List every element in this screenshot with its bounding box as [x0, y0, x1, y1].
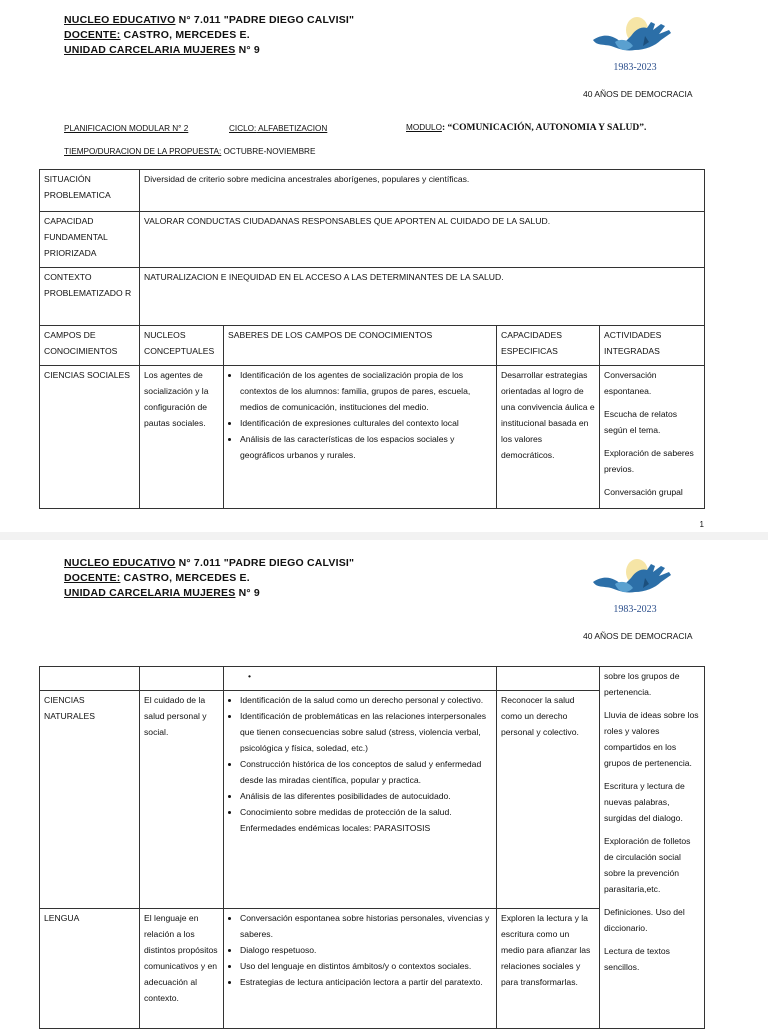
list-item: • Conversación espontanea sobre historias personales, vivencias y saberes.	[240, 910, 492, 942]
list-item: • Identificación de problemáticas en las relaciones interpersonales que tienen consecuencias sobre salud (stress, violencia verbal, psicológica y física, soledad, etc.)	[240, 708, 492, 756]
header-campos: CAMPOS DE CONOCIMIENTOS	[40, 326, 140, 366]
page-2	[0, 540, 768, 1024]
planning-table-1	[39, 169, 705, 509]
continuation-bullet: •	[224, 667, 497, 691]
header-capacidades: CAPACIDADES ESPECIFICAS	[497, 326, 600, 366]
list-item: Lectura de textos sencillos.	[604, 946, 670, 972]
capacidad-naturales: Reconocer la salud como un derecho personal y colectivo.	[497, 691, 600, 909]
planning-table-2	[39, 666, 705, 1029]
contexto-label: CONTEXTO PROBLEMATIZADO R	[40, 268, 140, 326]
nucleo-lengua: El lenguaje en relación a los distintos propósitos comunicativos y en adecuación al contexto.	[140, 909, 224, 1029]
capacidad-label: CAPACIDAD FUNDAMENTAL PRIORIZADA	[40, 212, 140, 268]
unit-line: UNIDAD CARCELARIA MUJERES N° 9	[64, 587, 260, 599]
list-item: Exploración de folletos de circulación social sobre la prevención parasitaria,etc.	[604, 836, 691, 894]
planificacion-label: PLANIFICACION MODULAR N° 2	[64, 124, 189, 133]
list-item: Exploración de saberes previos.	[604, 448, 694, 474]
header-saberes: SABERES DE LOS CAMPOS DE CONOCIMIENTOS	[224, 326, 497, 366]
democracy-logo	[585, 12, 685, 74]
list-item: Escritura y lectura de nuevas palabras, surgidas del dialogo.	[604, 781, 685, 823]
logo-text: 1983-2023	[613, 62, 657, 73]
ciclo-field: CICLO: ALFABETIZACION	[229, 124, 328, 133]
page-number: 1	[699, 520, 704, 529]
saberes-naturales	[224, 691, 497, 909]
situacion-value: Diversidad de criterio sobre medicina ancestrales aborígenes, populares y científicas.	[140, 170, 705, 212]
teacher-line: DOCENTE: CASTRO, MERCEDES E.	[64, 572, 250, 584]
campo-naturales: CIENCIAS NATURALES	[40, 691, 140, 909]
actividades-continuation	[600, 667, 705, 1029]
list-item: • Construcción histórica de los conceptos de salud y enfermedad desde las miradas científica, popular y practica.	[240, 756, 492, 788]
campo-sociales: CIENCIAS SOCIALES	[40, 366, 140, 509]
nucleo-sociales: Los agentes de socialización y la configuración de pautas sociales.	[140, 366, 224, 509]
democracy-logo	[585, 554, 685, 616]
list-item: Lluvia de ideas sobre los roles y valores compartidos en los grupos de pertenencia.	[604, 710, 699, 768]
saberes-lengua	[224, 909, 497, 1029]
teacher-line: DOCENTE: CASTRO, MERCEDES E.	[64, 29, 250, 41]
contexto-value: NATURALIZACION E INEQUIDAD EN EL ACCESO A LAS DETERMINANTES DE LA SALUD.	[140, 268, 705, 326]
page-separator	[0, 532, 768, 540]
logo-text: 1983-2023	[613, 604, 657, 615]
situacion-row	[40, 170, 705, 212]
campo-lengua: LENGUA	[40, 909, 140, 1029]
list-item: • Análisis de las características de los espacios sociales y geográficos urbanos y rurales.	[240, 431, 492, 463]
list-item: • Uso del lenguaje en distintos ámbitos/y o contextos sociales.	[240, 958, 492, 974]
capacidad-row	[40, 212, 705, 268]
capacidad-value: VALORAR CONDUCTAS CIUDADANAS RESPONSABLES QUE APORTEN AL CUIDADO DE LA SALUD.	[140, 212, 705, 268]
tiempo-field: TIEMPO/DURACION DE LA PROPUESTA: OCTUBRE-NOVIEMBRE	[64, 147, 316, 156]
empty-cell	[40, 667, 140, 691]
anniversary-caption: 40 AÑOS DE DEMOCRACIA	[583, 89, 693, 99]
column-header-row	[40, 326, 705, 366]
situacion-label: SITUACIÓN PROBLEMATICA	[40, 170, 140, 212]
unit-line: UNIDAD CARCELARIA MUJERES N° 9	[64, 44, 260, 56]
list-item: • Identificación de la salud como un derecho personal y colectivo.	[240, 692, 492, 708]
list-item: Definiciones. Uso del diccionario.	[604, 907, 685, 933]
empty-cell	[140, 667, 224, 691]
list-item: Conversación grupal	[604, 487, 683, 497]
actividades-sociales	[600, 366, 705, 509]
contexto-row	[40, 268, 705, 326]
header-nucleos: NUCLEOS CONCEPTUALES	[140, 326, 224, 366]
list-item: • Análisis de las diferentes posibilidades de autocuidado.	[240, 788, 492, 804]
list-item: • Identificación de expresiones culturales del contexto local	[240, 415, 492, 431]
school-header	[64, 556, 354, 601]
list-item: Conversación espontanea.	[604, 370, 657, 396]
school-header	[64, 13, 354, 58]
modulo-field: MODULO: “COMUNICACIÓN, AUTONOMIA Y SALUD”.	[406, 123, 647, 133]
list-item: • Conocimiento sobre medidas de protección de la salud. Enfermedades endémicas locales: PARASITOSIS	[240, 804, 492, 836]
list-item: • Dialogo respetuoso.	[240, 942, 492, 958]
nucleo-naturales: El cuidado de la salud personal y social.	[140, 691, 224, 909]
header-actividades: ACTIVIDADES INTEGRADAS	[600, 326, 705, 366]
anniversary-caption: 40 AÑOS DE DEMOCRACIA	[583, 631, 693, 641]
list-item: • Estrategias de lectura anticipación lectora a partir del paratexto.	[240, 974, 492, 990]
list-item: Escucha de relatos según el tema.	[604, 409, 678, 435]
empty-cell	[497, 667, 600, 691]
saberes-sociales	[224, 366, 497, 509]
school-name-line: NUCLEO EDUCATIVO N° 7.011 "PADRE DIEGO CALVISI"	[64, 14, 355, 26]
capacidad-sociales: Desarrollar estrategias orientadas al logro de una convivencia áulica e institucional basada en los valores democráticos.	[497, 366, 600, 509]
table-row	[40, 366, 705, 509]
continuation-row	[40, 667, 705, 691]
list-item: sobre los grupos de pertenencia.	[604, 671, 680, 697]
capacidad-lengua: Exploren la lectura y la escritura como un medio para afianzar las relaciones sociales y para transformarlas.	[497, 909, 600, 1029]
school-name-line: NUCLEO EDUCATIVO N° 7.011 "PADRE DIEGO CALVISI"	[64, 557, 355, 569]
list-item: • Identificación de los agentes de socialización propia de los contextos de los alumnos: familia, grupos de pares, escuela, medios de comunicación, instituciones del medio.	[240, 367, 492, 415]
